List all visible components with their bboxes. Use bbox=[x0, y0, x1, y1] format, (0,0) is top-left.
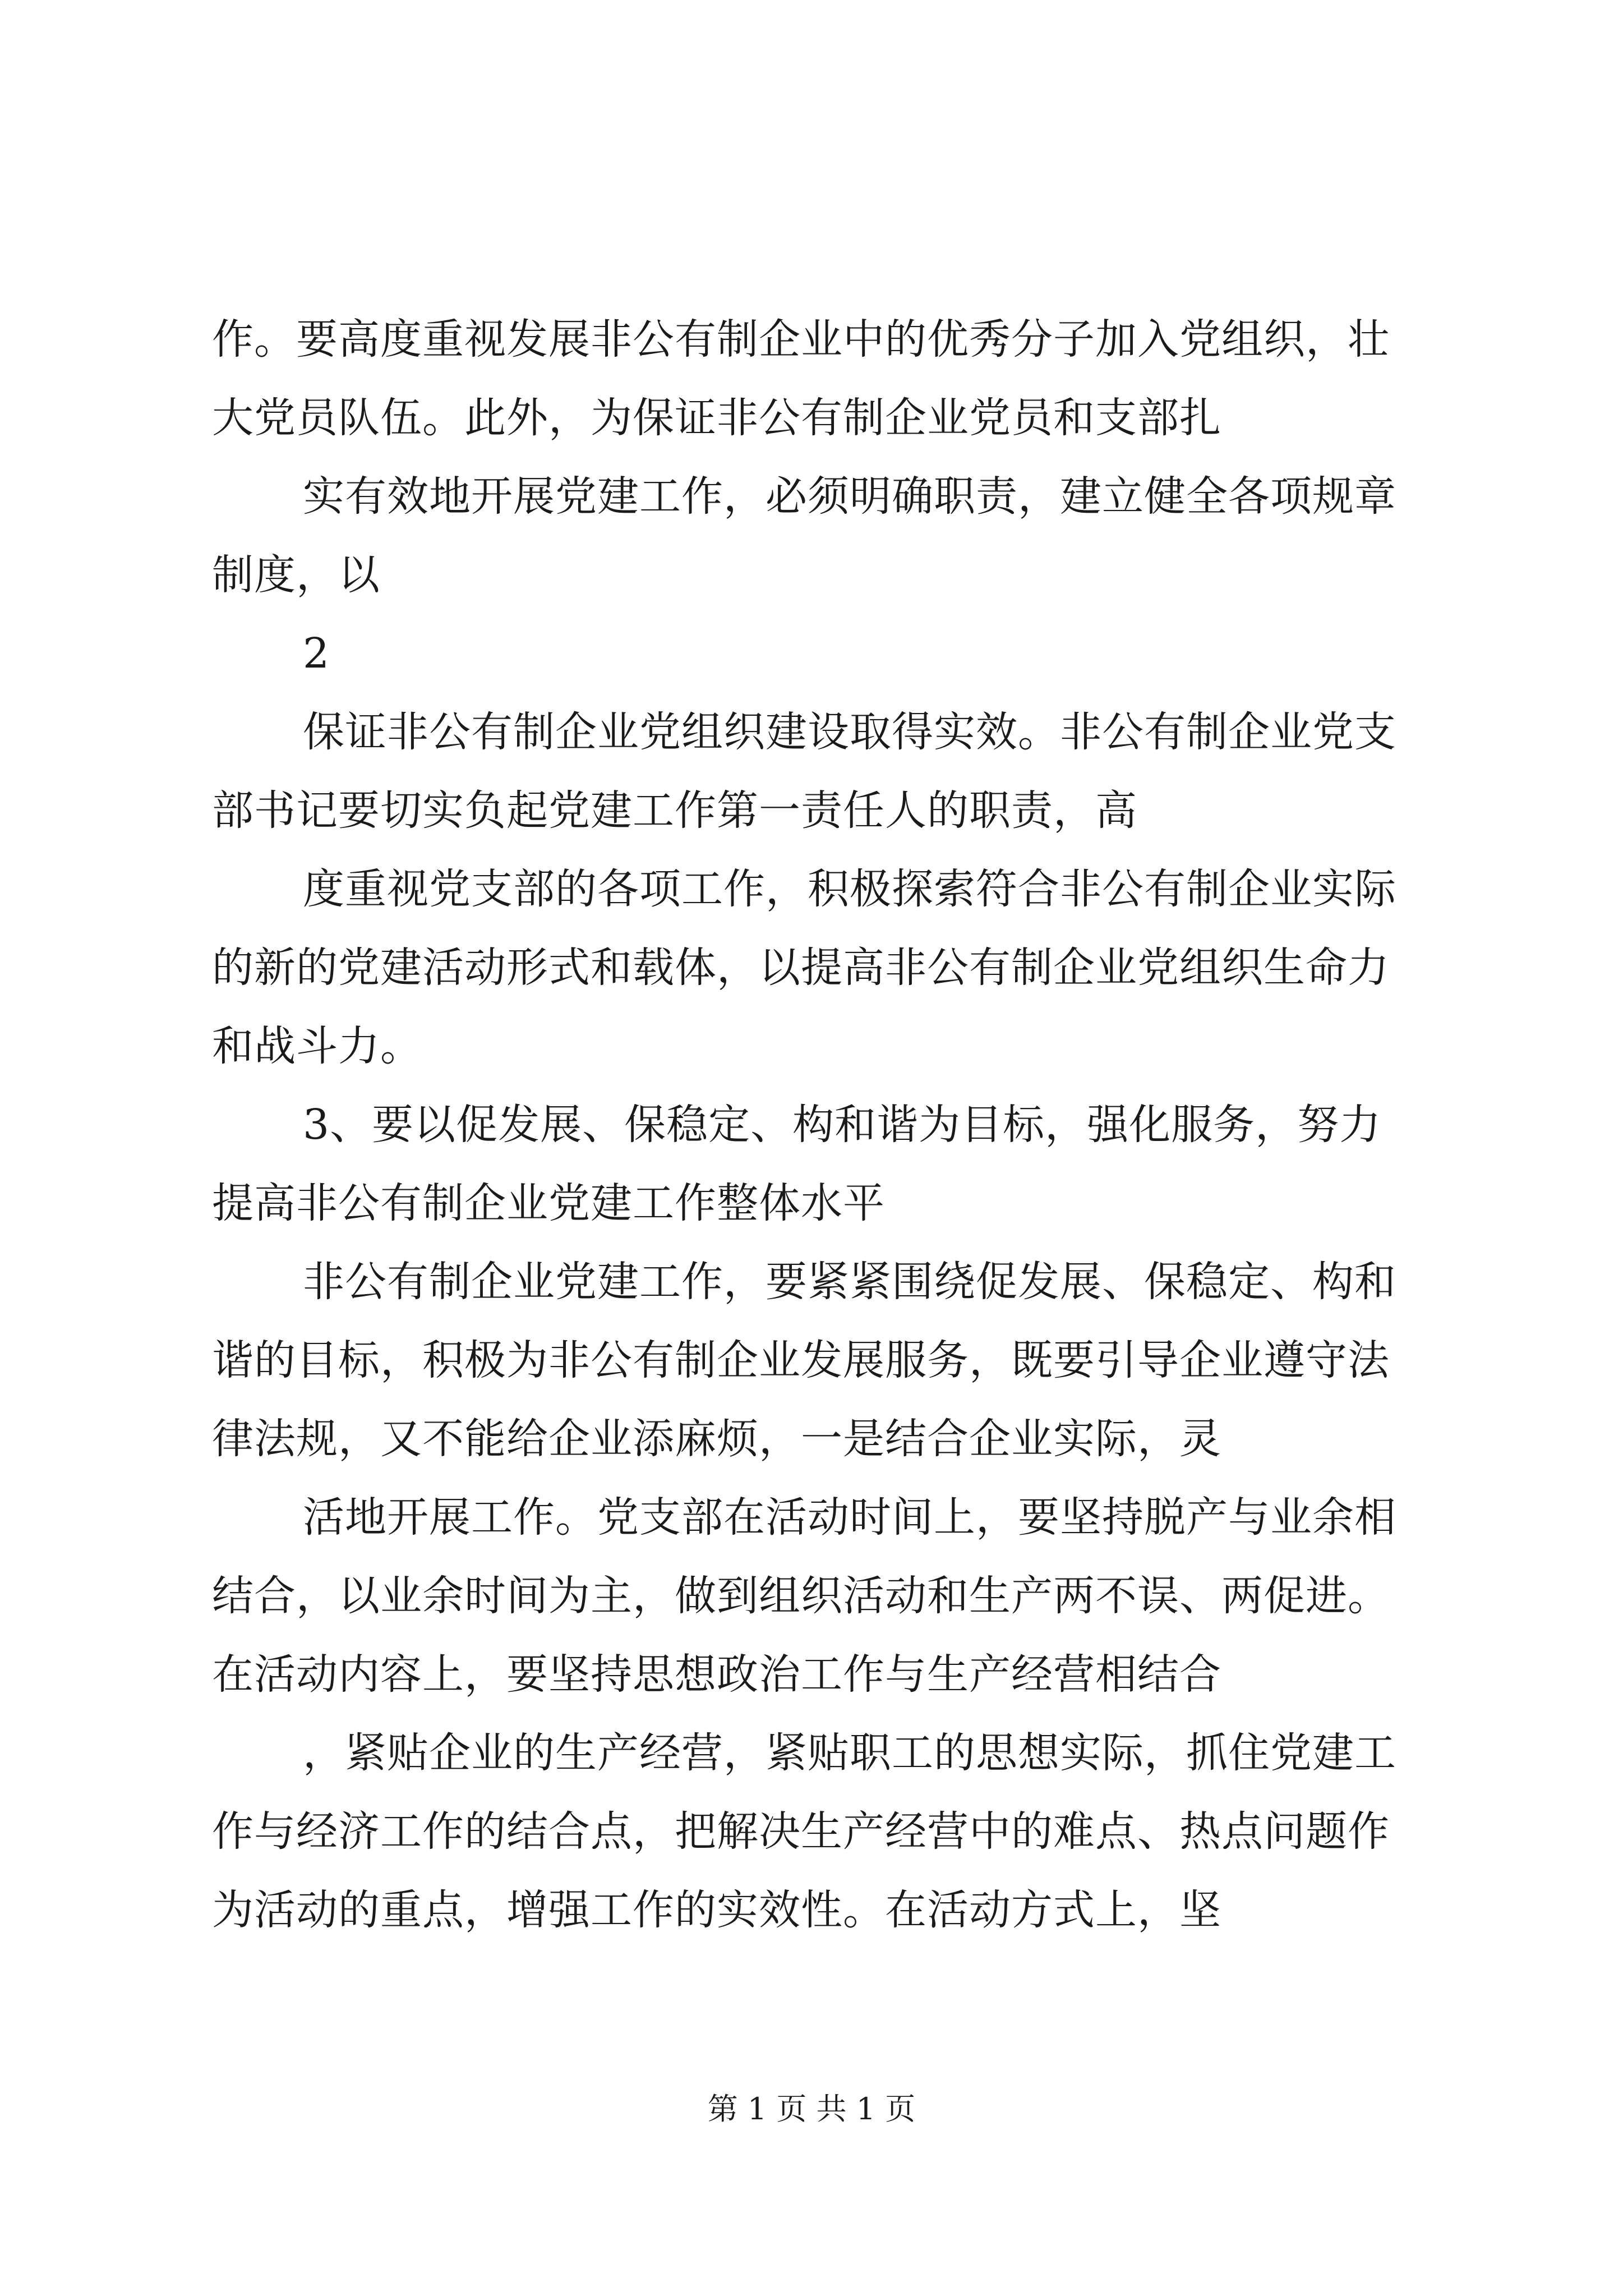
page-number-marker: 2 bbox=[303, 629, 330, 678]
text-line: 作。要高度重视发展非公有制企业中的优秀分子加入党组织，壮 bbox=[212, 315, 1390, 364]
text-line: ，紧贴企业的生产经营，紧贴职工的思想实际，抓住党建工 bbox=[303, 1729, 1396, 1777]
text-line: 的新的党建活动形式和载体，以提高非公有制企业党组织生命力 bbox=[212, 944, 1390, 992]
text-line: 活地开展工作。党支部在活动时间上，要坚持脱产与业余相 bbox=[303, 1493, 1396, 1542]
text-line: 作与经济工作的结合点，把解决生产经营中的难点、热点问题作 bbox=[212, 1807, 1390, 1856]
text-line: 实有效地开展党建工作，必须明确职责，建立健全各项规章 bbox=[303, 472, 1396, 521]
section-heading: 3、要以促发展、保稳定、构和谐为目标，强化服务，努力 bbox=[303, 1101, 1382, 1149]
text-line: 结合，以业余时间为主，做到组织活动和生产两不误、两促进。 bbox=[212, 1572, 1390, 1620]
text-line: 为活动的重点，增强工作的实效性。在活动方式上，坚 bbox=[212, 1886, 1221, 1934]
text-line: 保证非公有制企业党组织建设取得实效。非公有制企业党支 bbox=[303, 708, 1396, 756]
text-line: 谐的目标，积极为非公有制企业发展服务，既要引导企业遵守法 bbox=[212, 1336, 1390, 1384]
text-line: 部书记要切实负起党建工作第一责任人的职责，高 bbox=[212, 786, 1137, 835]
text-line: 制度，以 bbox=[212, 551, 380, 599]
page-footer: 第 1 页 共 1 页 bbox=[707, 2091, 916, 2127]
section-heading: 提高非公有制企业党建工作整体水平 bbox=[212, 1179, 885, 1227]
text-line: 和战斗力。 bbox=[212, 1022, 422, 1070]
text-line: 度重视党支部的各项工作，积极探索符合非公有制企业实际 bbox=[303, 865, 1396, 913]
text-line: 非公有制企业党建工作，要紧紧围绕促发展、保稳定、构和 bbox=[303, 1258, 1396, 1306]
text-line: 大党员队伍。此外，为保证非公有制企业党员和支部扎 bbox=[212, 394, 1221, 442]
text-line: 律法规，又不能给企业添麻烦，一是结合企业实际，灵 bbox=[212, 1415, 1221, 1463]
text-line: 在活动内容上，要坚持思想政治工作与生产经营相结合 bbox=[212, 1650, 1221, 1699]
